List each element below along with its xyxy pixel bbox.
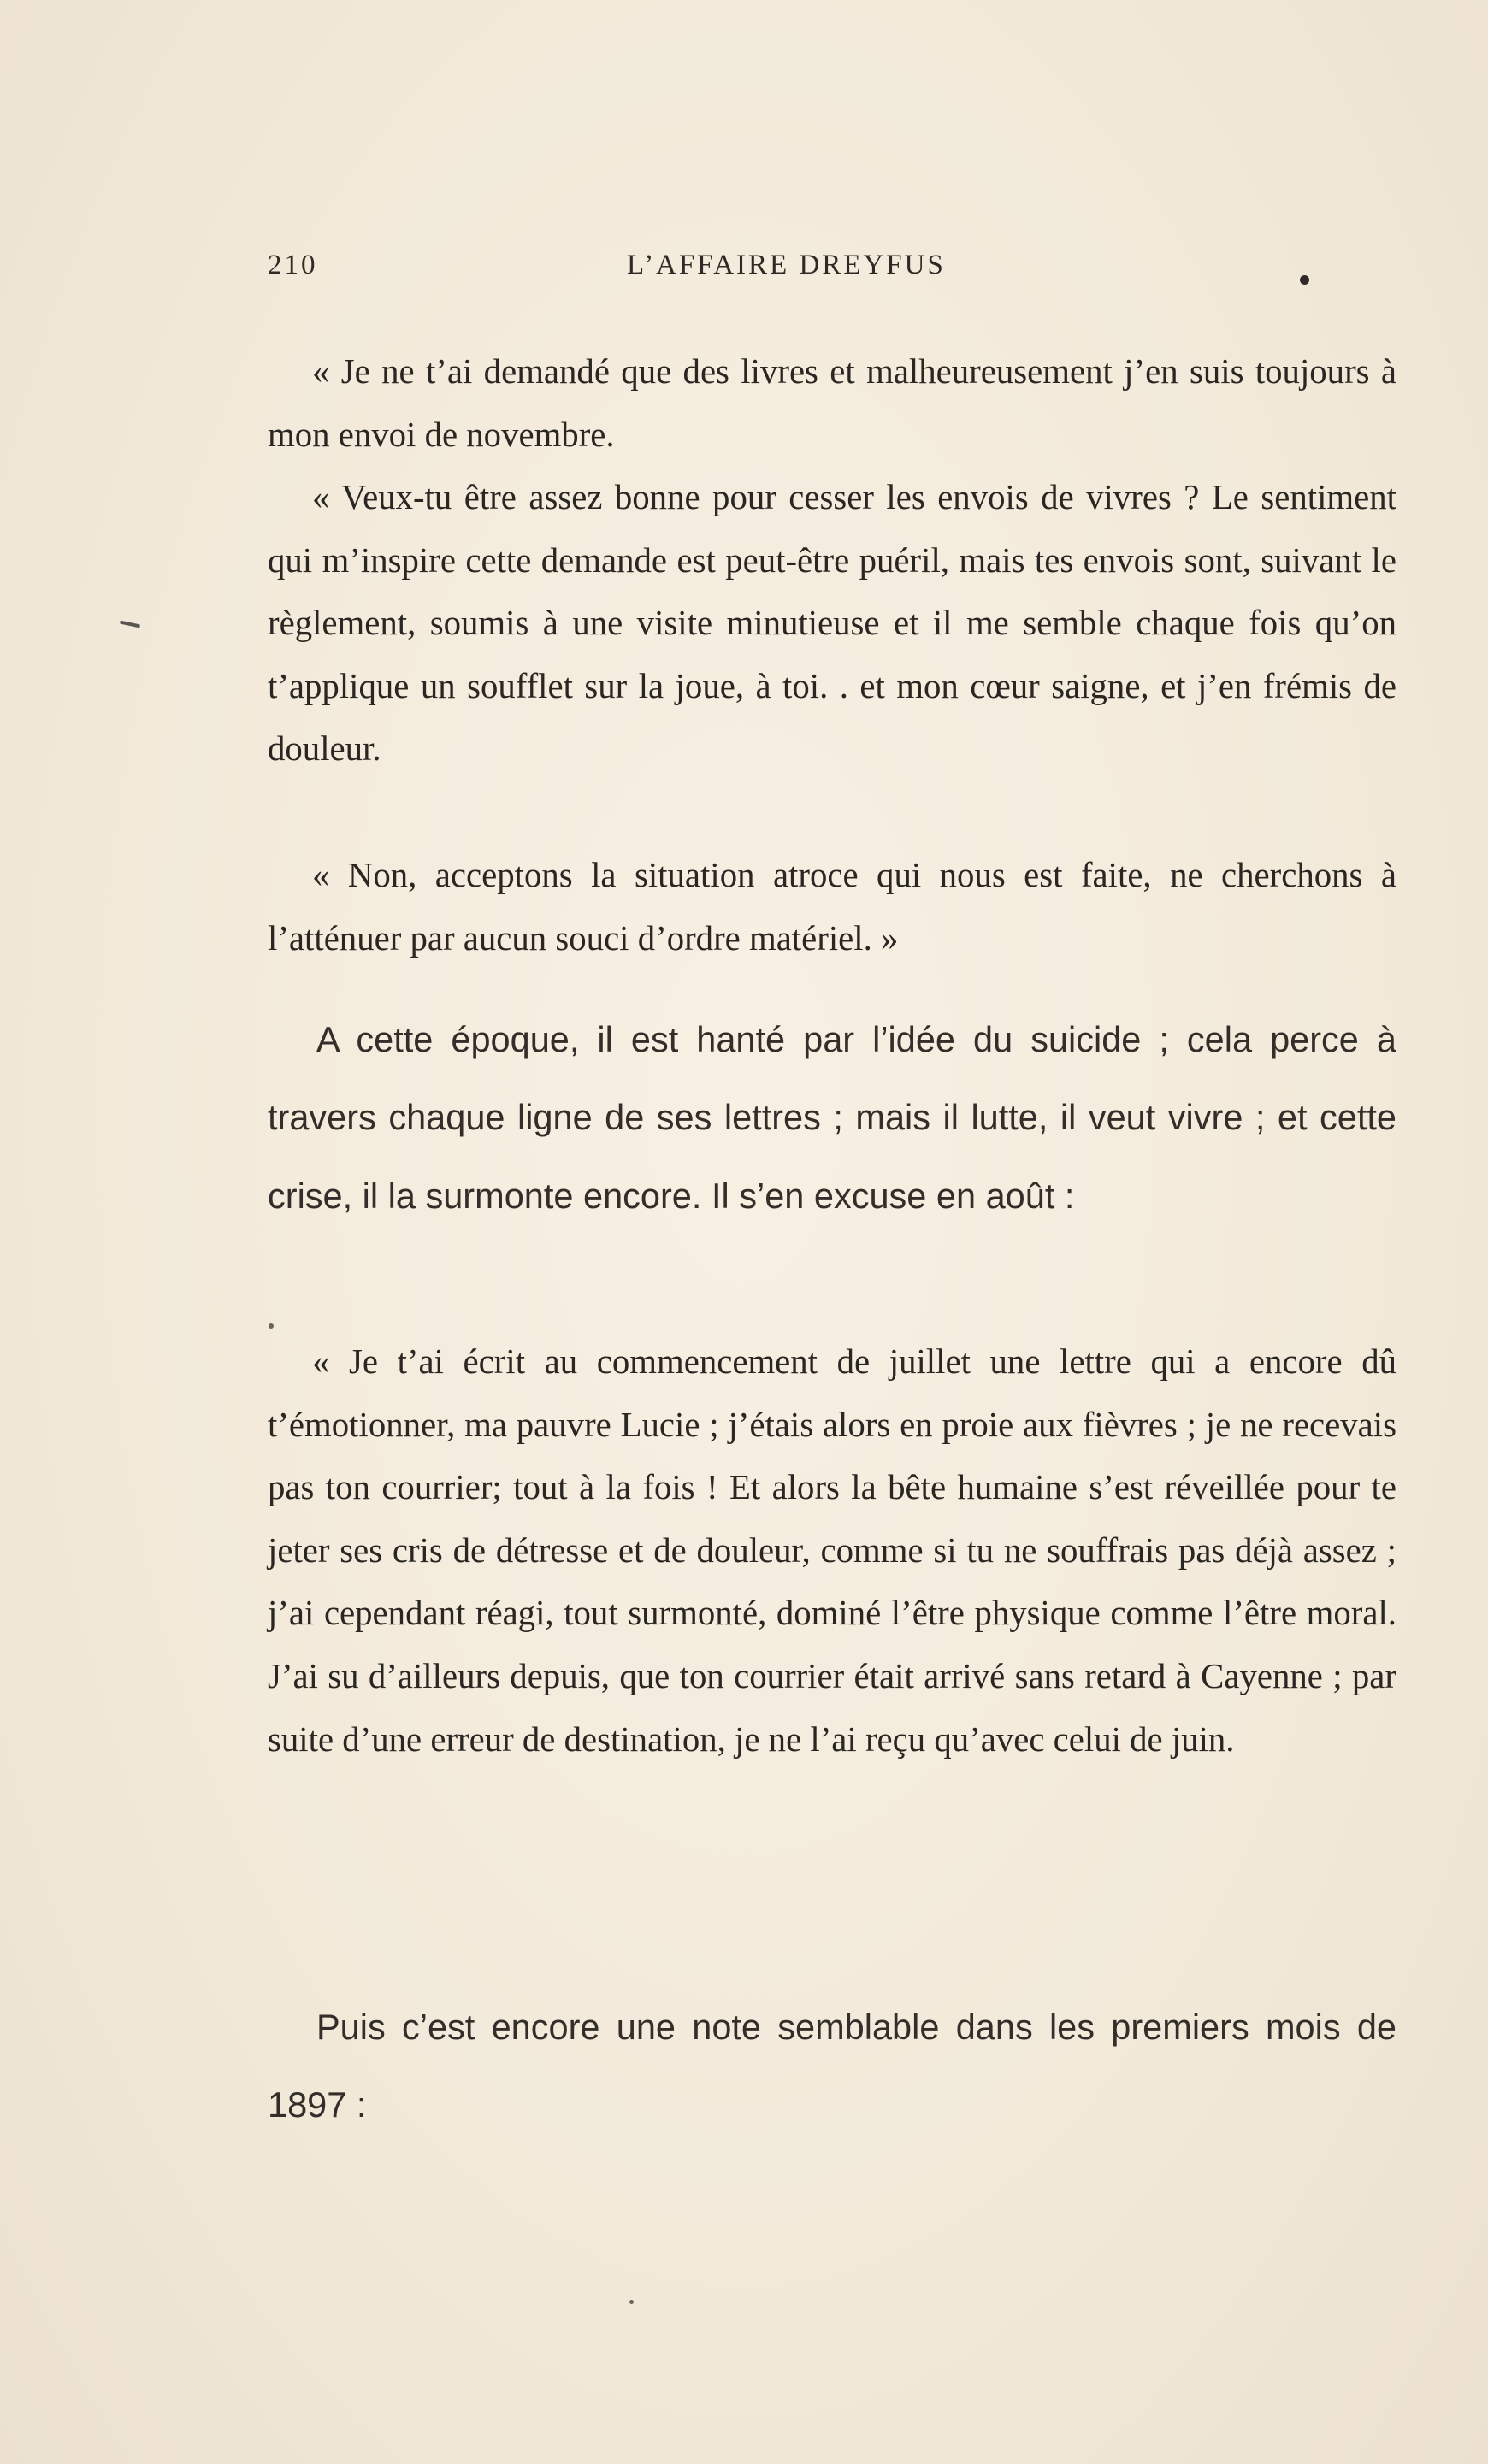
page-number: 210 bbox=[268, 250, 318, 280]
letter-paragraph: « Je t’ai écrit au commencement de juillet une lettre qui a encore dû t’émotionner, ma pauvre Lucie ; j’étais alors en proie aux fièvres ; je ne recevais pas ton courrier; tout à la fois ! Et alors la bête humaine s’est réveillée pour te jeter ses cris de détresse et de douleur, comme si tu ne souffrais pas déjà assez ; j’ai cependant réagi, tout surmonté, dominé l’être physique comme l’être moral. J’ai su d’ailleurs depuis, que ton courrier était arrivé sans retard à Cayenne ; par suite d’une erreur de destination, je ne l’ai reçu qu’avec celui de juin. bbox=[268, 1342, 1396, 1759]
paper-speck bbox=[629, 2300, 634, 2304]
narrative-paragraph: A cette époque, il est hanté par l’idée du suicide ; cela perce à travers chaque ligne de ses lettres ; mais il lutte, il veut vivre ; et cette crise, il la surmonte encore. Il s’en excuse en août : bbox=[268, 1019, 1396, 1216]
letter-paragraph: « Je ne t’ai demandé que des livres et malheureusement j’en suis toujours à mon envoi de novembre. bbox=[268, 352, 1396, 454]
paper-speck bbox=[269, 1323, 274, 1329]
running-title: L’AFFAIRE DREYFUS bbox=[627, 250, 946, 280]
page-header bbox=[268, 250, 1396, 292]
letter-paragraph: « Non, acceptons la situation atroce qui nous est faite, ne cherchons à l’atténuer par aucun souci d’ordre matériel. » bbox=[268, 856, 1396, 958]
narrative-paragraph: Puis c’est encore une note semblable dans les premiers mois de 1897 : bbox=[268, 2007, 1396, 2125]
letter-paragraph: « Veux-tu être assez bonne pour cesser les envois de vivres ? Le sentiment qui m’inspire cette demande est peut-être puéril, mais tes envois sont, suivant le règlement, soumis à une visite minutieuse et il me semble chaque fois qu’on t’applique un soufflet sur la joue, à toi. . et mon cœur saigne, et j’en frémis de douleur. bbox=[268, 478, 1396, 769]
ink-dot bbox=[1300, 275, 1309, 285]
margin-mark bbox=[120, 621, 140, 628]
